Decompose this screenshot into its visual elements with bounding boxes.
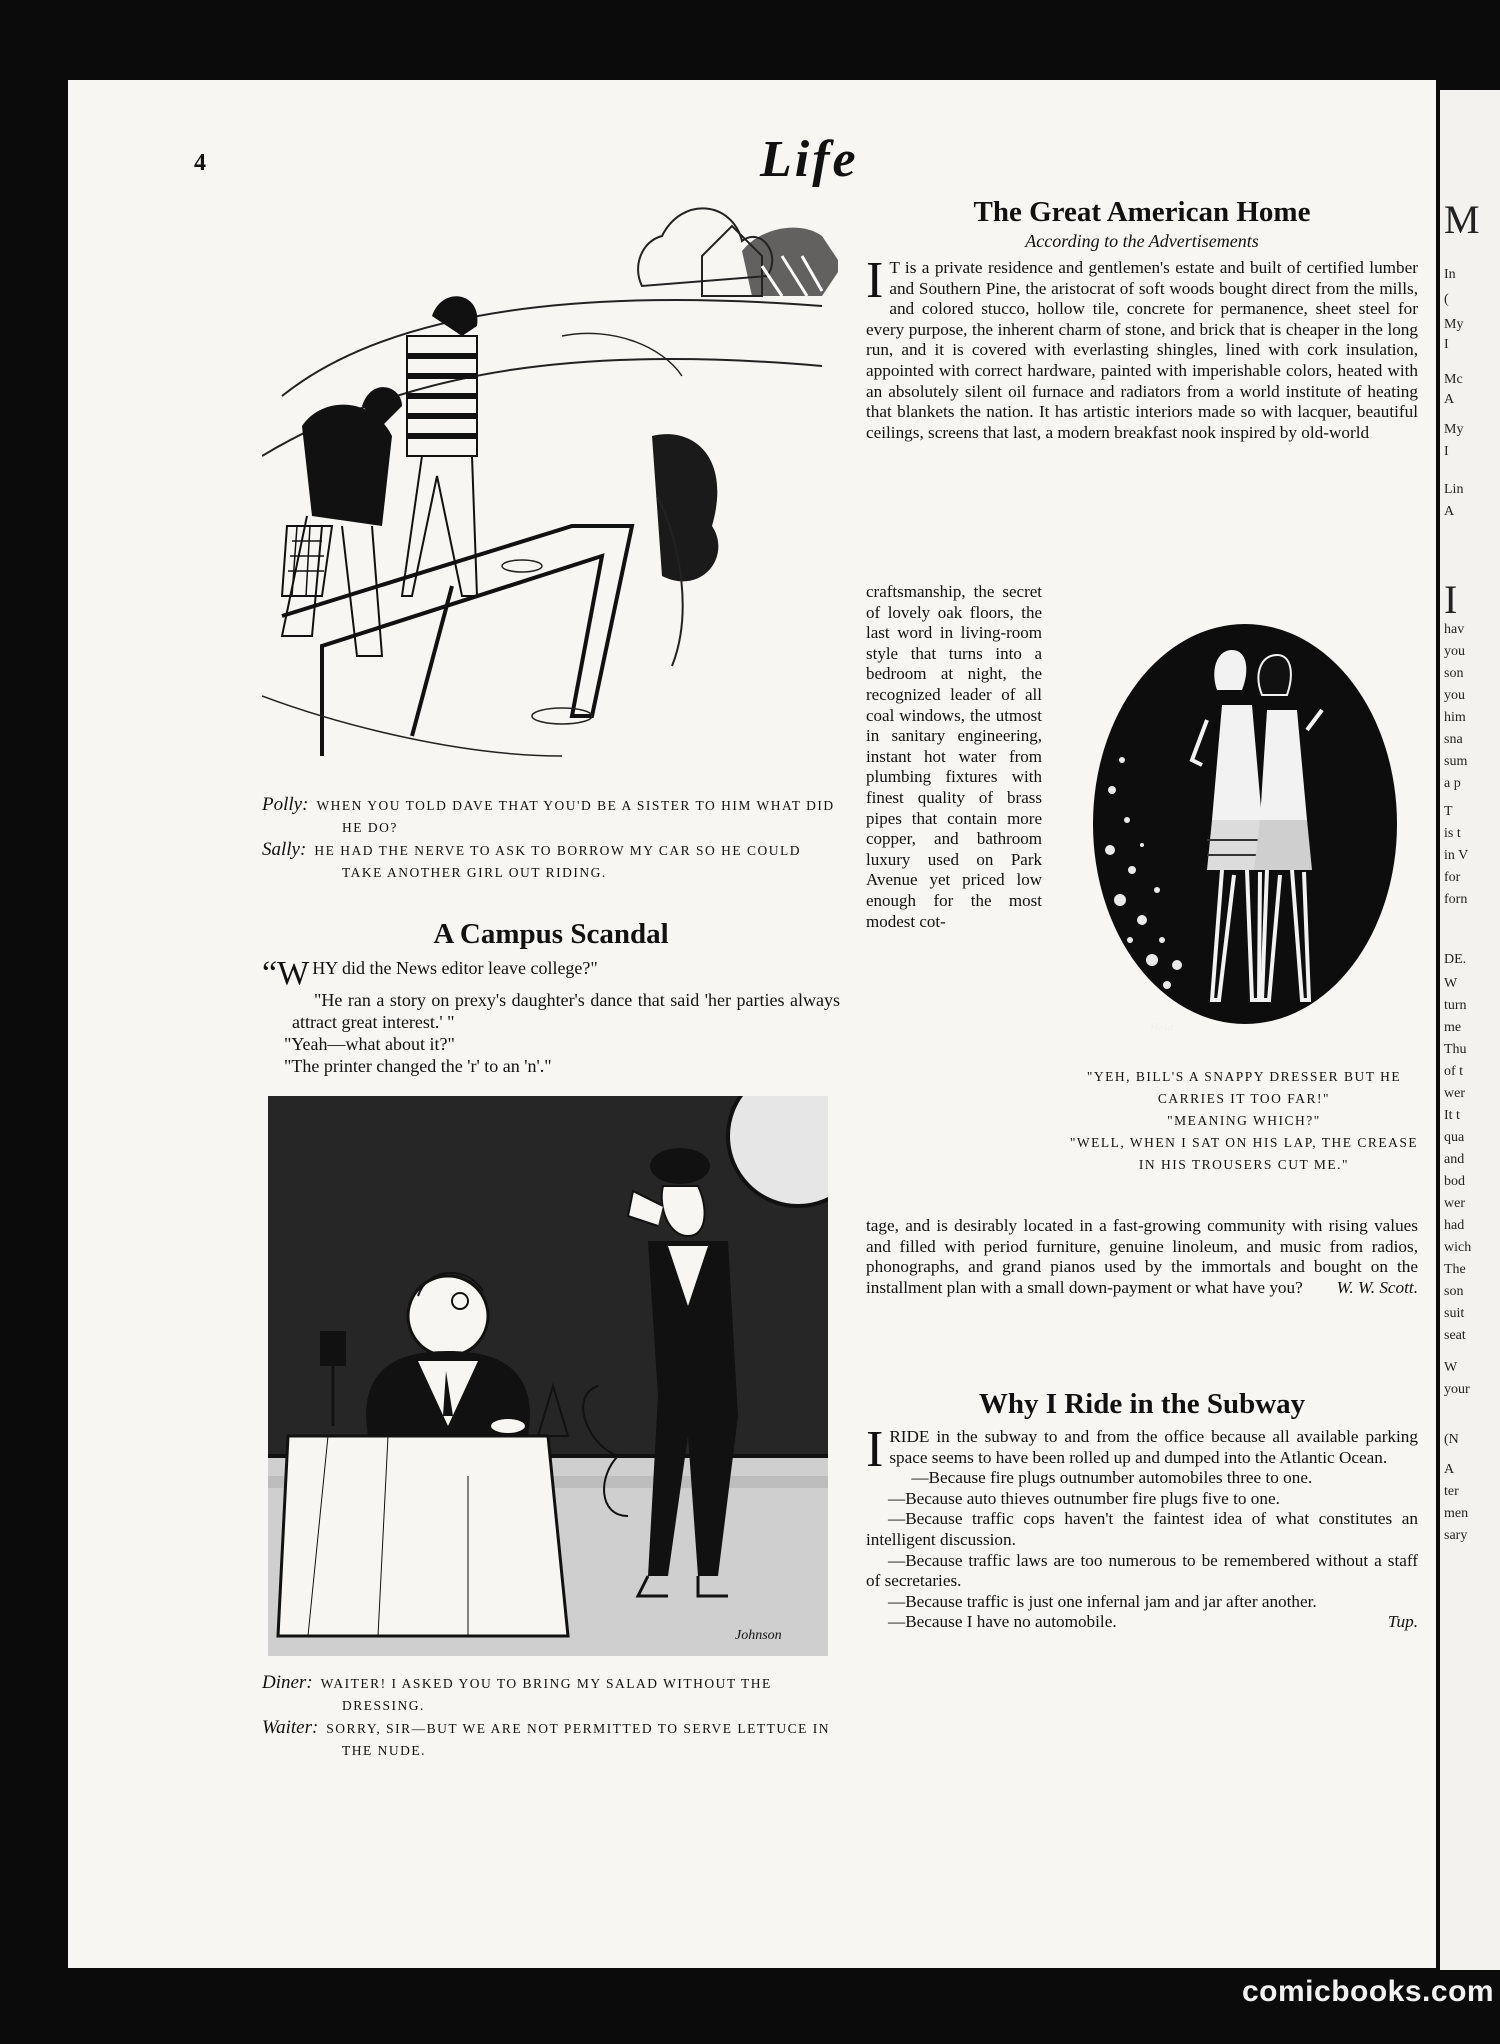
caption-text: HE HAD THE NERVE TO ASK TO BORROW MY CAR SO HE COULD TAKE ANOTHER GIRL OUT RIDING. [314,843,802,880]
adjacent-page-fragment: you [1444,688,1465,703]
adjacent-page-fragment: qua [1444,1130,1465,1145]
adjacent-page-fragment: T [1444,804,1453,819]
adjacent-page-fragment: W [1444,976,1458,991]
adjacent-page-fragment: In [1444,267,1456,282]
adjacent-page-fragment: wich [1444,1240,1472,1255]
article-line: "Yeah—what about it?" [284,1034,455,1054]
adjacent-page-fragment: I [1444,337,1449,352]
cartoon-flappers [1082,610,1408,1050]
adjacent-page-fragment: DE. [1444,952,1467,967]
drop-cap: I [866,252,884,309]
adjacent-page-fragment: for [1444,870,1461,885]
adjacent-page-fragment: him [1444,710,1466,725]
article-author: Tup. [1387,1612,1418,1632]
adjacent-page-fragment: ( [1444,292,1449,307]
article-title: A Campus Scandal [433,918,669,950]
artist-signature: Johnson [735,1628,782,1643]
adjacent-page-fragment: you [1444,644,1465,659]
subway-article [866,1388,1418,1633]
adjacent-page-edge [1440,90,1500,1970]
article-subtitle: According to the Advertisements [1025,231,1259,251]
article-line: HY did the News editor leave college?" [312,958,598,978]
article-line: —Because auto thieves outnumber fire plugs five to one. [888,1488,1280,1508]
article-line-last [866,1612,1418,1633]
adjacent-page-fragment: sary [1444,1528,1468,1543]
adjacent-page-fragment: hav [1444,622,1465,637]
article-title: The Great American Home [973,196,1311,228]
adjacent-page-fragment: sum [1444,754,1468,769]
article-line: —Because fire plugs outnumber automobiles three to one. [911,1468,1313,1488]
caption-text: WAITER! I ASKED YOU TO BRING MY SALAD WITHOUT THE DRESSING. [320,1676,772,1713]
adjacent-page-fragment: is t [1444,826,1461,841]
adjacent-page-fragment: W [1444,1360,1458,1375]
article-line: —Because traffic cops haven't the faintest idea of what constitutes an intelligent discussion. [866,1509,1418,1549]
article-text: tage, and is desirably located in a fast-growing community with rising values and filled with period furniture, genuine linoleum, and music from radios, phonographs, and grand pianos used by the immortals and bought on the installment plan with a small down-payment or what have you? [866,1216,1418,1297]
speaker-waiter: Waiter: [262,1717,319,1738]
article-line: —Because traffic laws are too numerous to be remembered without a staff of secretaries. [866,1550,1418,1591]
cartoon-diner-waiter [268,1096,828,1656]
adjacent-page-fragment: of t [1444,1064,1464,1079]
article-line: —Because I have no automobile. [888,1612,1117,1632]
adjacent-page-fragment: A [1444,504,1455,519]
page-number: 4 [194,150,206,176]
caption-line-2 [262,1717,840,1762]
adjacent-page-fragment: The [1444,1262,1466,1277]
adjacent-page-fragment: and [1444,1152,1465,1167]
campus-scandal-article [262,918,840,1077]
adjacent-page-fragment: I [1444,577,1458,622]
adjacent-page-fragment: men [1444,1506,1469,1521]
adjacent-page-fragment: turn [1444,998,1467,1013]
adjacent-page-fragment: had [1444,1218,1465,1233]
adjacent-page-fragment: wer [1444,1086,1465,1101]
watermark: comicbooks.com [1242,1975,1495,2008]
article-title: Why I Ride in the Subway [978,1388,1306,1420]
article-body-para2: craftsmanship, the secret of lovely oak floors, the last word in living-room style that turns into a bedroom at night, the recognized leader of all coal windows, the utmost in sanitary engineering, instant hot water from plumbing fixtures with finest quality of brass pipes that contain more copper, and bathroom luxury used on Park Avenue yet priced low enough for the most modest cot- [866,582,1042,931]
adjacent-page-fragment: A [1444,1462,1455,1477]
speaker-polly: Polly: [262,794,309,815]
adjacent-page-fragment: Mc [1444,372,1463,387]
adjacent-page-fragment: Thu [1444,1042,1467,1057]
adjacent-page-fragment: a p [1444,776,1461,791]
article-line: "He ran a story on prexy's daughter's dance that said 'her parties always attract great interest.' " [292,990,840,1032]
speaker-sally: Sally: [262,839,307,860]
caption-line-2 [262,839,840,884]
cartoon-flappers-caption [1066,1066,1422,1176]
cartoon-girls-on-fence [262,196,838,778]
article-body-para1 [866,252,1418,443]
article-body-para3 [866,1216,1418,1298]
caption-line-1: "YEH, BILL'S A SNAPPY DRESSER BUT HE CARRIES IT TOO FAR!" [1086,1069,1402,1106]
caption-line-1 [262,794,840,839]
adjacent-page-fragment: (N [1444,1432,1459,1447]
adjacent-page-fragment: seat [1444,1328,1466,1343]
home-article-end [866,1216,1418,1298]
caption-text: SORRY, SIR—BUT WE ARE NOT PERMITTED TO SERVE LETTUCE IN THE NUDE. [326,1721,830,1758]
adjacent-page-fragment: forn [1444,892,1468,907]
adjacent-page-fragment: A [1444,392,1455,407]
adjacent-page-fragment: suit [1444,1306,1465,1321]
adjacent-page-fragment: son [1444,666,1464,681]
article-author: W. W. Scott. [1336,1277,1418,1297]
cartoon-bottom-caption [262,1672,840,1762]
cartoon-top-caption [262,794,840,884]
drop-cap: “W [262,955,310,992]
adjacent-page-fragment: in V [1444,848,1469,863]
caption-line-1 [262,1672,840,1717]
artist-signature: Held [1150,1020,1174,1034]
home-narrow-column [866,582,1042,932]
adjacent-page-fragment: Lin [1444,482,1464,497]
masthead: Life [760,131,859,188]
adjacent-page-fragment: sna [1444,732,1463,747]
adjacent-page-fragment: bod [1444,1174,1465,1189]
adjacent-page-fragment: your [1444,1382,1470,1397]
adjacent-page-fragment: M [1444,197,1480,242]
article-line: RIDE in the subway to and from the office because all available parking space seems to have been rolled up and dumped into the Atlantic Ocean. [889,1427,1418,1467]
article-body [262,957,840,1077]
article-line: —Because traffic is just one infernal jam and jar after another. [888,1591,1317,1611]
caption-text: WHEN YOU TOLD DAVE THAT YOU'D BE A SISTER TO HIM WHAT DID HE DO? [316,798,835,835]
drop-cap: I [866,1421,884,1478]
caption-line-3: "WELL, WHEN I SAT ON HIS LAP, THE CREASE IN HIS TROUSERS CUT ME." [1069,1135,1419,1172]
caption-line-2: "MEANING WHICH?" [1167,1113,1321,1128]
article-text: T is a private residence and gentlemen's estate and built of certified lumber and Southern Pine, the aristocrat of soft woods bought direct from the mills, and colored stucco, hollow tile, concrete for permanence, sheet steel for every purpose, the inherent charm of stone, and brick that is cheaper in the long run, and it is covered with everlasting shingles, lined with cork insulation, appointed with correct hardware, painted with imperishable colors, heated with an absolutely silent oil furnace and radiators from a world institute of heating that blankets the nation. It has artistic interiors made so with lacquer, beautiful ceilings, screens that last, a modern breakfast nook inspired by old-world [866,258,1418,442]
adjacent-page-fragment: son [1444,1284,1464,1299]
adjacent-page-fragment: My [1444,422,1464,437]
great-american-home-article [866,196,1418,443]
speaker-diner: Diner: [262,1672,313,1693]
adjacent-page-fragment: me [1444,1020,1462,1035]
adjacent-page-fragment: wer [1444,1196,1465,1211]
adjacent-page-fragment: I [1444,444,1449,459]
adjacent-page-fragment: My [1444,317,1464,332]
adjacent-page-fragment: It t [1444,1108,1460,1123]
article-line: "The printer changed the 'r' to an 'n'." [284,1056,552,1076]
adjacent-page-fragment: ter [1444,1484,1459,1499]
